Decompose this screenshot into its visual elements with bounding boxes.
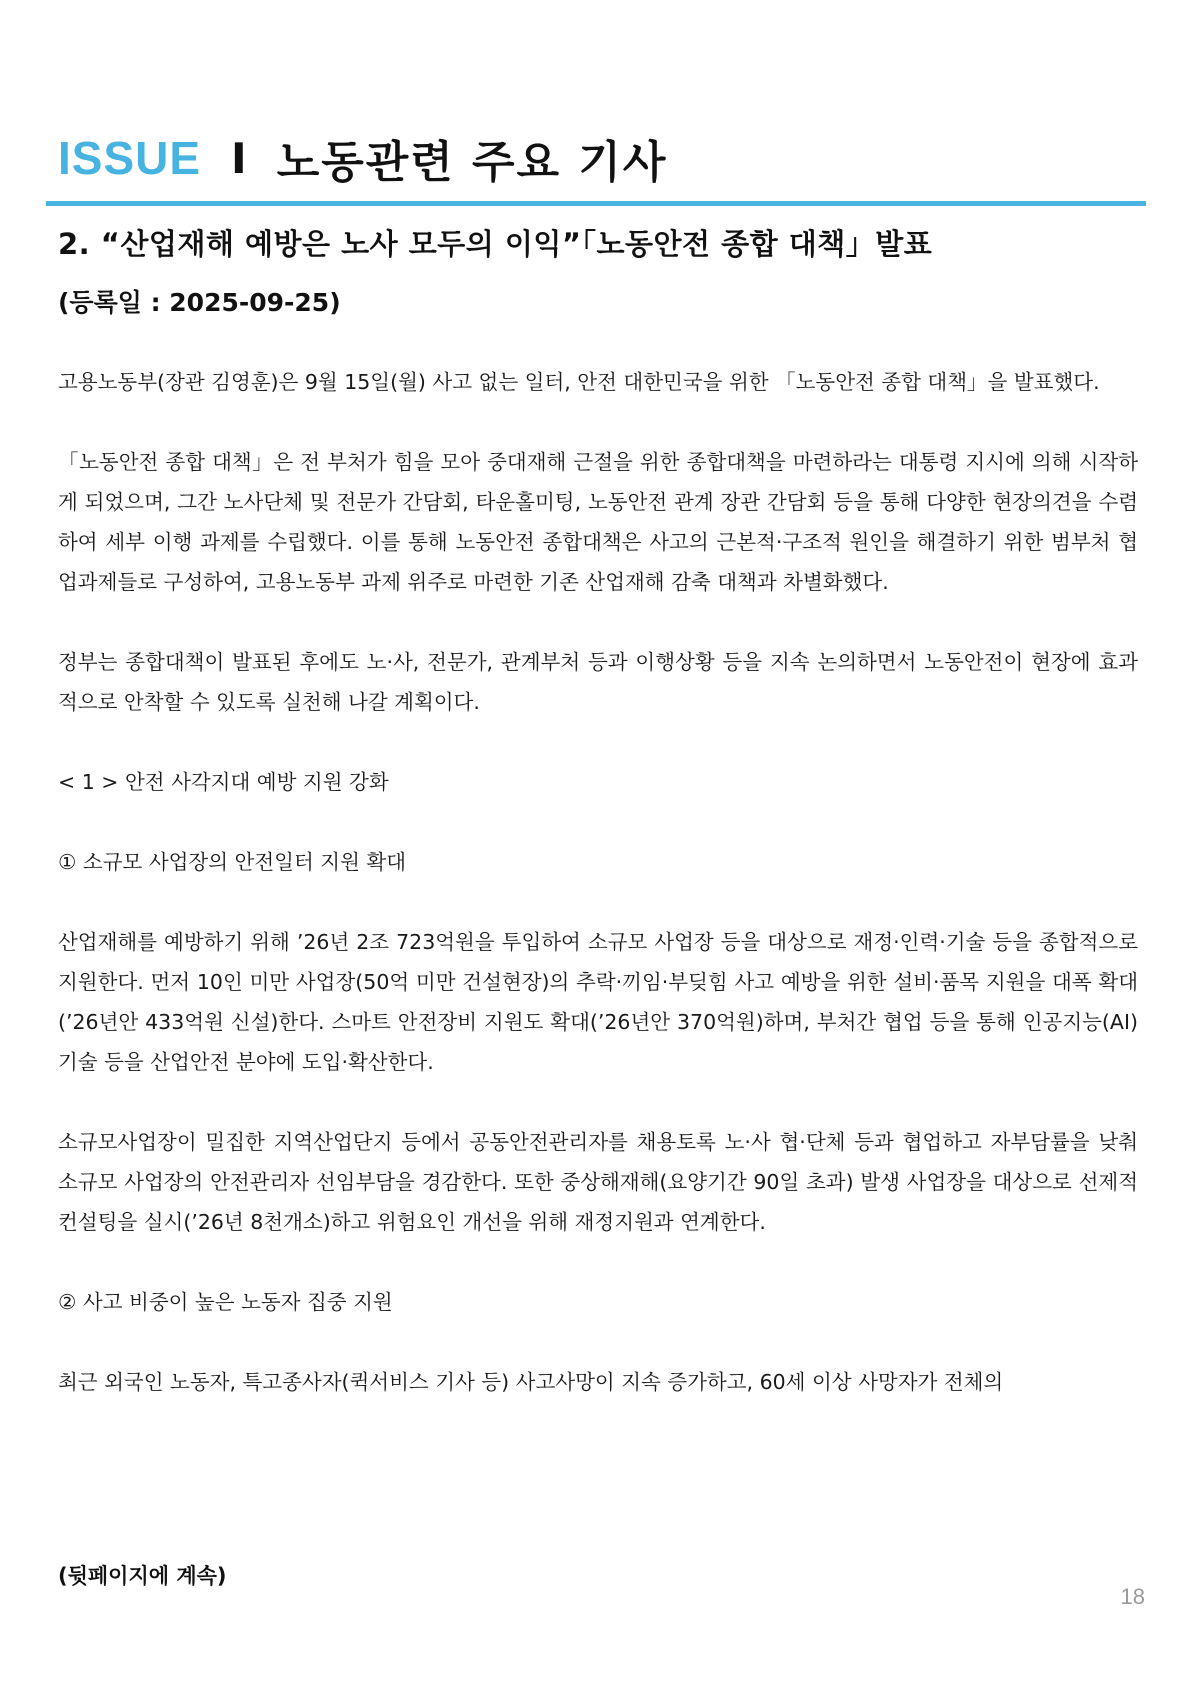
article-title: 2. “산업재해 예방은 노사 모두의 이익”「노동안전 종합 대책」발표: [58, 227, 933, 261]
section-header: [58, 128, 667, 188]
paragraph: 고용노동부(장관 김영훈)은 9월 15일(월) 사고 없는 일터, 안전 대한민국을 위한 「노동안전 종합 대책」을 발표했다.: [58, 370, 1100, 394]
section-title: 노동관련 주요 기사: [276, 137, 668, 188]
issue-label: ISSUE: [58, 132, 202, 184]
header-divider: [46, 201, 1146, 206]
subsection-item-heading: ① 소규모 사업장의 안전일터 지원 확대: [58, 850, 407, 874]
paragraph: 소규모사업장이 밀집한 지역산업단지 등에서 공동안전관리자를 채용토록 노·사 협·단체 등과 협업하고 자부담률을 낮춰 소규모 사업장의 안전관리자 선임부담을 경감한다. 또한 중상해재해(요양기간 90일 초과) 발생 사업장을 대상으로 선제적 컨설팅을 실시(’26년 8천개소)하고 위험요인 개선을 위해 재정지원과 연계한다.: [58, 1130, 1138, 1234]
paragraph: 정부는 종합대책이 발표된 후에도 노·사, 전문가, 관계부처 등과 이행상황 등을 지속 논의하면서 노동안전이 현장에 효과적으로 안착할 수 있도록 실천해 나갈 계획이다.: [58, 650, 1138, 714]
header-separator: I: [231, 133, 247, 183]
paragraph: 산업재해를 예방하기 위해 ’26년 2조 723억원을 투입하여 소규모 사업장 등을 대상으로 재정·인력·기술 등을 종합적으로 지원한다. 먼저 10인 미만 사업장(50억 미만 건설현장)의 추락·끼임·부딪힘 사고 예방을 위한 설비·품목 지원을 대폭 확대(’26년안 433억원 신설)한다. 스마트 안전장비 지원도 확대(’26년안 370억원)하며, 부처간 협업 등을 통해 인공지능(AI) 기술 등을 산업안전 분야에 도입·확산한다.: [58, 930, 1138, 1074]
paragraph: 「노동안전 종합 대책」은 전 부처가 힘을 모아 중대재해 근절을 위한 종합대책을 마련하라는 대통령 지시에 의해 시작하게 되었으며, 그간 노사단체 및 전문가 간담회, 타운홀미팅, 노동안전 관계 장관 간담회 등을 통해 다양한 현장의견을 수렴하여 세부 이행 과제를 수립했다. 이를 통해 노동안전 종합대책은 사고의 근본적·구조적 원인을 해결하기 위한 범부처 협업과제들로 구성하여, 고용노동부 과제 위주로 마련한 기존 산업재해 감축 대책과 차별화했다.: [58, 450, 1138, 594]
paragraph: 최근 외국인 노동자, 특고종사자(퀵서비스 기사 등) 사고사망이 지속 증가하고, 60세 이상 사망자가 전체의: [58, 1370, 1004, 1394]
registration-date: (등록일 : 2025-09-25): [58, 288, 341, 317]
continued-note: (뒷페이지에 계속): [58, 1564, 227, 1588]
subsection-item-heading: ② 사고 비중이 높은 노동자 집중 지원: [58, 1290, 393, 1314]
article-body: [58, 362, 1138, 1442]
subsection-heading: < 1 > 안전 사각지대 예방 지원 강화: [58, 770, 389, 794]
page-number: 18: [1120, 1584, 1145, 1609]
